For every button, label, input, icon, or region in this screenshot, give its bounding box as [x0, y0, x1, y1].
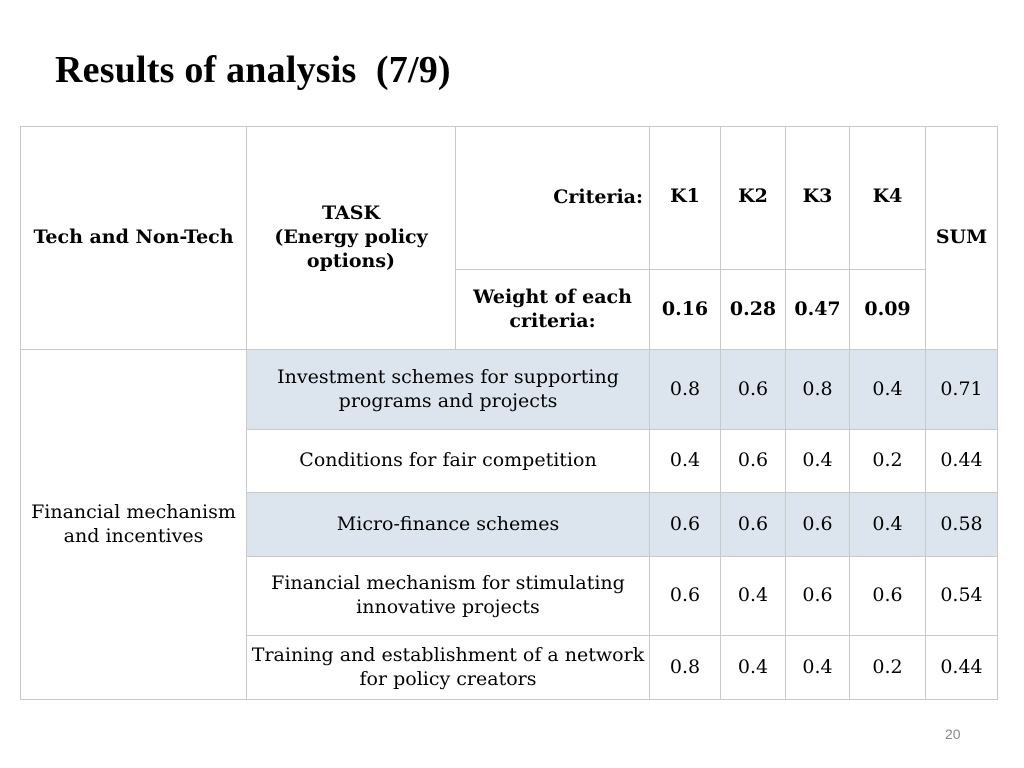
- score-k1: 0.4: [650, 430, 721, 493]
- header-k2: K2: [721, 127, 786, 270]
- weight-k4: 0.09: [850, 270, 926, 350]
- weight-label: Weight of each criteria:: [456, 270, 650, 350]
- score-k1: 0.8: [650, 350, 721, 430]
- header-task: TASK (Energy policy options): [247, 127, 456, 350]
- weight-k2: 0.28: [721, 270, 786, 350]
- page-number: 20: [945, 726, 961, 742]
- score-k3: 0.6: [786, 493, 850, 557]
- score-sum: 0.44: [926, 636, 998, 700]
- score-k4: 0.4: [850, 493, 926, 557]
- header-k4: K4: [850, 127, 926, 270]
- score-sum: 0.44: [926, 430, 998, 493]
- score-sum: 0.58: [926, 493, 998, 557]
- score-sum: 0.54: [926, 557, 998, 636]
- score-k2: 0.6: [721, 430, 786, 493]
- score-k3: 0.4: [786, 430, 850, 493]
- weight-k1: 0.16: [650, 270, 721, 350]
- task-cell: Training and establishment of a network for policy creators: [247, 636, 650, 700]
- group-label: Financial mechanism and incentives: [21, 350, 247, 700]
- header-criteria-label: Criteria:: [456, 127, 650, 270]
- table-row: [21, 350, 998, 430]
- weight-k3: 0.47: [786, 270, 850, 350]
- score-k2: 0.4: [721, 636, 786, 700]
- header-tech-nontech: Tech and Non-Tech: [21, 127, 247, 350]
- score-k3: 0.8: [786, 350, 850, 430]
- score-k4: 0.4: [850, 350, 926, 430]
- task-cell: Conditions for fair competition: [247, 430, 650, 493]
- score-k1: 0.6: [650, 557, 721, 636]
- header-k3: K3: [786, 127, 850, 270]
- score-k2: 0.6: [721, 493, 786, 557]
- score-k3: 0.4: [786, 636, 850, 700]
- score-k4: 0.6: [850, 557, 926, 636]
- header-k1: K1: [650, 127, 721, 270]
- results-table: [20, 126, 998, 700]
- header-sum: SUM: [926, 127, 998, 350]
- task-cell: Financial mechanism for stimulating innovative projects: [247, 557, 650, 636]
- score-k4: 0.2: [850, 430, 926, 493]
- score-sum: 0.71: [926, 350, 998, 430]
- task-cell: Investment schemes for supporting programs and projects: [247, 350, 650, 430]
- page-title: Results of analysis (7/9): [55, 49, 451, 91]
- score-k3: 0.6: [786, 557, 850, 636]
- score-k1: 0.8: [650, 636, 721, 700]
- score-k4: 0.2: [850, 636, 926, 700]
- score-k1: 0.6: [650, 493, 721, 557]
- score-k2: 0.6: [721, 350, 786, 430]
- task-cell: Micro-finance schemes: [247, 493, 650, 557]
- score-k2: 0.4: [721, 557, 786, 636]
